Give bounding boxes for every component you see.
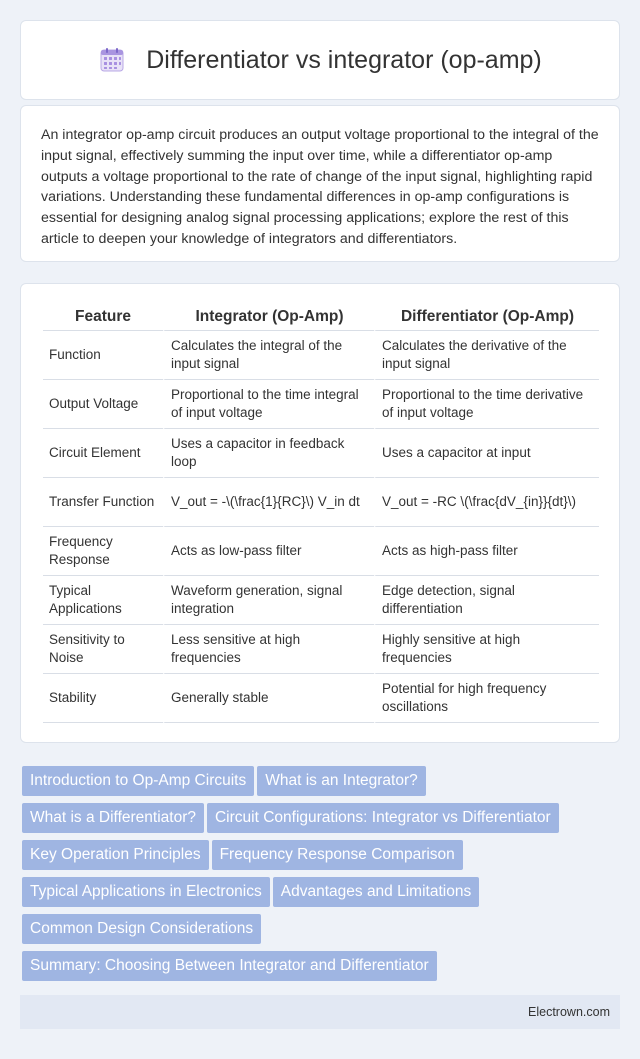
link-advantages-limitations[interactable]: Advantages and Limitations xyxy=(273,877,479,907)
row-differentiator: Calculates the derivative of the input signal xyxy=(374,331,599,380)
title-card xyxy=(20,20,620,100)
link-typical-applications[interactable]: Typical Applications in Electronics xyxy=(22,877,270,907)
link-circuit-configurations[interactable]: Circuit Configurations: Integrator vs Differentiator xyxy=(207,803,559,833)
link-frequency-response[interactable]: Frequency Response Comparison xyxy=(212,840,463,870)
table-row xyxy=(43,576,599,625)
row-differentiator: V_out = -RC \(\frac{dV_{in}}{dt}\) xyxy=(374,478,599,527)
comparison-table-card xyxy=(20,283,620,743)
topic-links xyxy=(22,766,622,988)
row-integrator: Calculates the integral of the input signal xyxy=(163,331,374,380)
row-integrator: Waveform generation, signal integration xyxy=(163,576,374,625)
row-differentiator: Potential for high frequency oscillations xyxy=(374,674,599,723)
intro-card xyxy=(20,105,620,262)
calendar-grid-icon xyxy=(98,46,126,74)
table-row xyxy=(43,380,599,429)
row-differentiator: Edge detection, signal differentiation xyxy=(374,576,599,625)
link-intro-op-amp[interactable]: Introduction to Op-Amp Circuits xyxy=(22,766,254,796)
link-design-considerations[interactable]: Common Design Considerations xyxy=(22,914,261,944)
footer-site-name[interactable]: Electrown.com xyxy=(528,1005,610,1019)
row-integrator: Proportional to the time integral of input voltage xyxy=(163,380,374,429)
row-feature: Frequency Response xyxy=(43,527,163,576)
row-feature: Typical Applications xyxy=(43,576,163,625)
header-integrator: Integrator (Op-Amp) xyxy=(163,306,374,331)
link-summary[interactable]: Summary: Choosing Between Integrator and Differentiator xyxy=(22,951,437,981)
row-integrator: Acts as low-pass filter xyxy=(163,527,374,576)
table-row xyxy=(43,331,599,380)
row-feature: Sensitivity to Noise xyxy=(43,625,163,674)
comparison-table xyxy=(43,306,599,723)
link-key-operation[interactable]: Key Operation Principles xyxy=(22,840,209,870)
row-feature: Output Voltage xyxy=(43,380,163,429)
row-feature: Transfer Function xyxy=(43,478,163,527)
table-row xyxy=(43,625,599,674)
row-differentiator: Proportional to the time derivative of input voltage xyxy=(374,380,599,429)
header-differentiator: Differentiator (Op-Amp) xyxy=(374,306,599,331)
link-what-is-differentiator[interactable]: What is a Differentiator? xyxy=(22,803,204,833)
table-row xyxy=(43,429,599,478)
row-integrator: Generally stable xyxy=(163,674,374,723)
row-feature: Function xyxy=(43,331,163,380)
row-differentiator: Acts as high-pass filter xyxy=(374,527,599,576)
table-row xyxy=(43,674,599,723)
intro-paragraph: An integrator op-amp circuit produces an output voltage proportional to the integral of the input signal, effectively summing the input over time, while a differentiator op-amp outputs a voltage proportional to the rate of change of the input signal, highlighting rapid variations. Understanding these fundamental differences in op-amp configurations is essential for designing analog signal processing applications; explore the rest of this article to deepen your knowledge of integrators and differentiators. xyxy=(41,127,599,247)
row-integrator: V_out = -\(\frac{1}{RC}\) V_in dt xyxy=(163,478,374,527)
page-title: Differentiator vs integrator (op-amp) xyxy=(146,45,542,74)
table-row xyxy=(43,478,599,527)
row-differentiator: Highly sensitive at high frequencies xyxy=(374,625,599,674)
header-feature: Feature xyxy=(43,306,163,331)
table-header-row xyxy=(43,306,599,331)
row-feature: Circuit Element xyxy=(43,429,163,478)
row-integrator: Less sensitive at high frequencies xyxy=(163,625,374,674)
footer xyxy=(20,995,620,1029)
table-row xyxy=(43,527,599,576)
link-what-is-integrator[interactable]: What is an Integrator? xyxy=(257,766,426,796)
row-integrator: Uses a capacitor in feedback loop xyxy=(163,429,374,478)
row-differentiator: Uses a capacitor at input xyxy=(374,429,599,478)
row-feature: Stability xyxy=(43,674,163,723)
